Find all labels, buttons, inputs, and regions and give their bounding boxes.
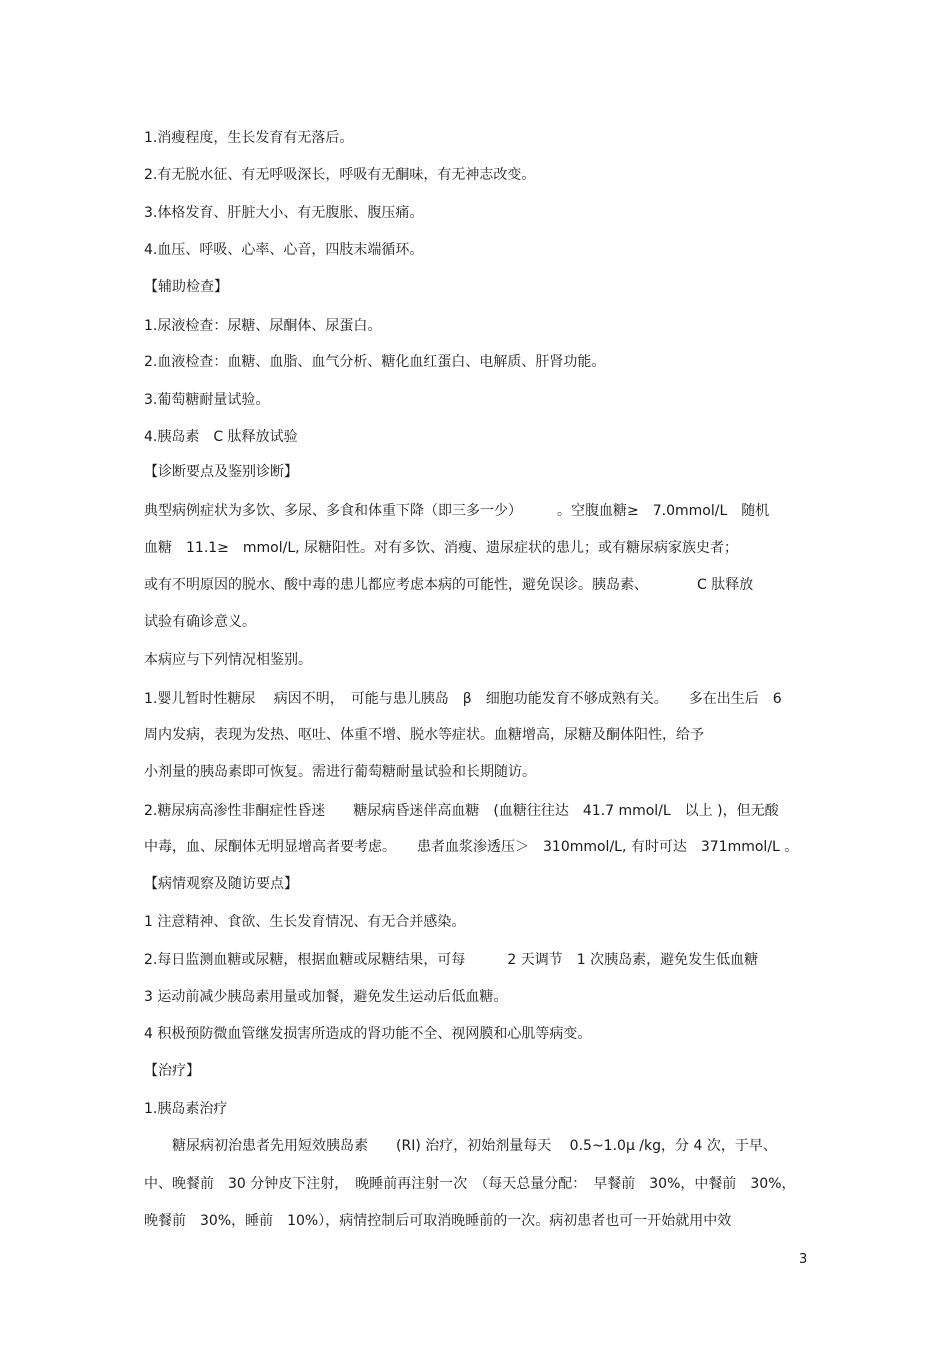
differential-item-1-cont: 小剂量的胰岛素即可恢复。需进行葡萄糖耐量试验和长期随访。	[144, 764, 536, 780]
section-heading-observation: 【病情观察及随访要点】	[144, 876, 298, 892]
exam-item-4: 4.血压、呼吸、心率、心音，四肢末端循环。	[144, 242, 424, 258]
aux-exam-item-4: 4.胰岛素 C 肽释放试验	[144, 429, 298, 445]
differential-item-1-cont: 周内发病，表现为发热、呕吐、体重不增、脱水等症状。血糖增高，尿糖及酮体阳性，给予	[144, 727, 704, 743]
aux-exam-item-2: 2.血液检查：血糖、血脂、血气分析、糖化血红蛋白、电解质、肝肾功能。	[144, 354, 606, 370]
observation-item-4: 4 积极预防微血管继发损害所造成的肾功能不全、视网膜和心肌等病变。	[144, 1026, 592, 1042]
page-number: 3	[799, 1252, 808, 1267]
diagnosis-paragraph-line: 典型病例症状为多饮、多尿、多食和体重下降（即三多一少） 。空腹血糖≥ 7.0mmol/L 随机	[144, 503, 770, 519]
aux-exam-item-1: 1.尿液检查：尿糖、尿酮体、尿蛋白。	[144, 318, 382, 334]
section-heading-aux-exam: 【辅助检查】	[144, 279, 228, 295]
treatment-item-1: 1.胰岛素治疗	[144, 1101, 228, 1117]
section-heading-diagnosis: 【诊断要点及鉴别诊断】	[144, 464, 298, 480]
treatment-paragraph-line: 糖尿病初治患者先用短效胰岛素 (RI) 治疗，初始剂量每天 0.5~1.0μ /kg，分 4 次，于早、	[144, 1138, 777, 1154]
diagnosis-paragraph-line: 血糖 11.1≥ mmol/L, 尿糖阳性。对有多饮、消瘦、遗尿症状的患儿；或有糖尿病家族史者；	[144, 540, 739, 556]
differential-intro: 本病应与下列情况相鉴别。	[144, 652, 312, 668]
observation-item-2: 2.每日监测血糖或尿糖，根据血糖或尿糖结果，可每 2 天调节 1 次胰岛素，避免发生低血糖	[144, 952, 759, 968]
treatment-paragraph-line: 晚餐前 30%，睡前 10%），病情控制后可取消晚睡前的一次。病初患者也可一开始就用中效	[144, 1213, 732, 1229]
exam-item-3: 3.体格发育、肝脏大小、有无腹胀、腹压痛。	[144, 205, 424, 221]
diagnosis-paragraph-line: 试验有确诊意义。	[144, 614, 256, 630]
treatment-paragraph-line: 中、晚餐前 30 分钟皮下注射， 晚睡前再注射一次 （每天总量分配： 早餐前 30%，中餐前 30%，	[144, 1176, 796, 1192]
observation-item-1: 1 注意精神、食欲、生长发育情况、有无合并感染。	[144, 914, 466, 930]
section-heading-treatment: 【治疗】	[144, 1063, 200, 1079]
exam-item-1: 1.消瘦程度，生长发育有无落后。	[144, 130, 354, 146]
observation-item-3: 3 运动前减少胰岛素用量或加餐，避免发生运动后低血糖。	[144, 989, 508, 1005]
differential-item-1: 1.婴儿暂时性糖尿 病因不明， 可能与患儿胰岛 β 细胞功能发育不够成熟有关。 多在出生后 6	[144, 691, 782, 707]
aux-exam-item-3: 3.葡萄糖耐量试验。	[144, 392, 270, 408]
exam-item-2: 2.有无脱水征、有无呼吸深长，呼吸有无酮味，有无神志改变。	[144, 167, 536, 183]
diagnosis-paragraph-line: 或有不明原因的脱水、酸中毒的患儿都应考虑本病的可能性，避免误诊。胰岛素、 C 肽释放	[144, 577, 754, 593]
differential-item-2-cont: 中毒，血、尿酮体无明显增高者要考虑。 患者血浆渗透压＞ 310mmol/L, 有时可达 371mmol/L 。	[144, 839, 799, 855]
differential-item-2: 2.糖尿病高渗性非酮症性昏迷 糖尿病昏迷伴高血糖 (血糖往往达 41.7 mmol/L 以上 )，但无酸	[144, 803, 779, 819]
